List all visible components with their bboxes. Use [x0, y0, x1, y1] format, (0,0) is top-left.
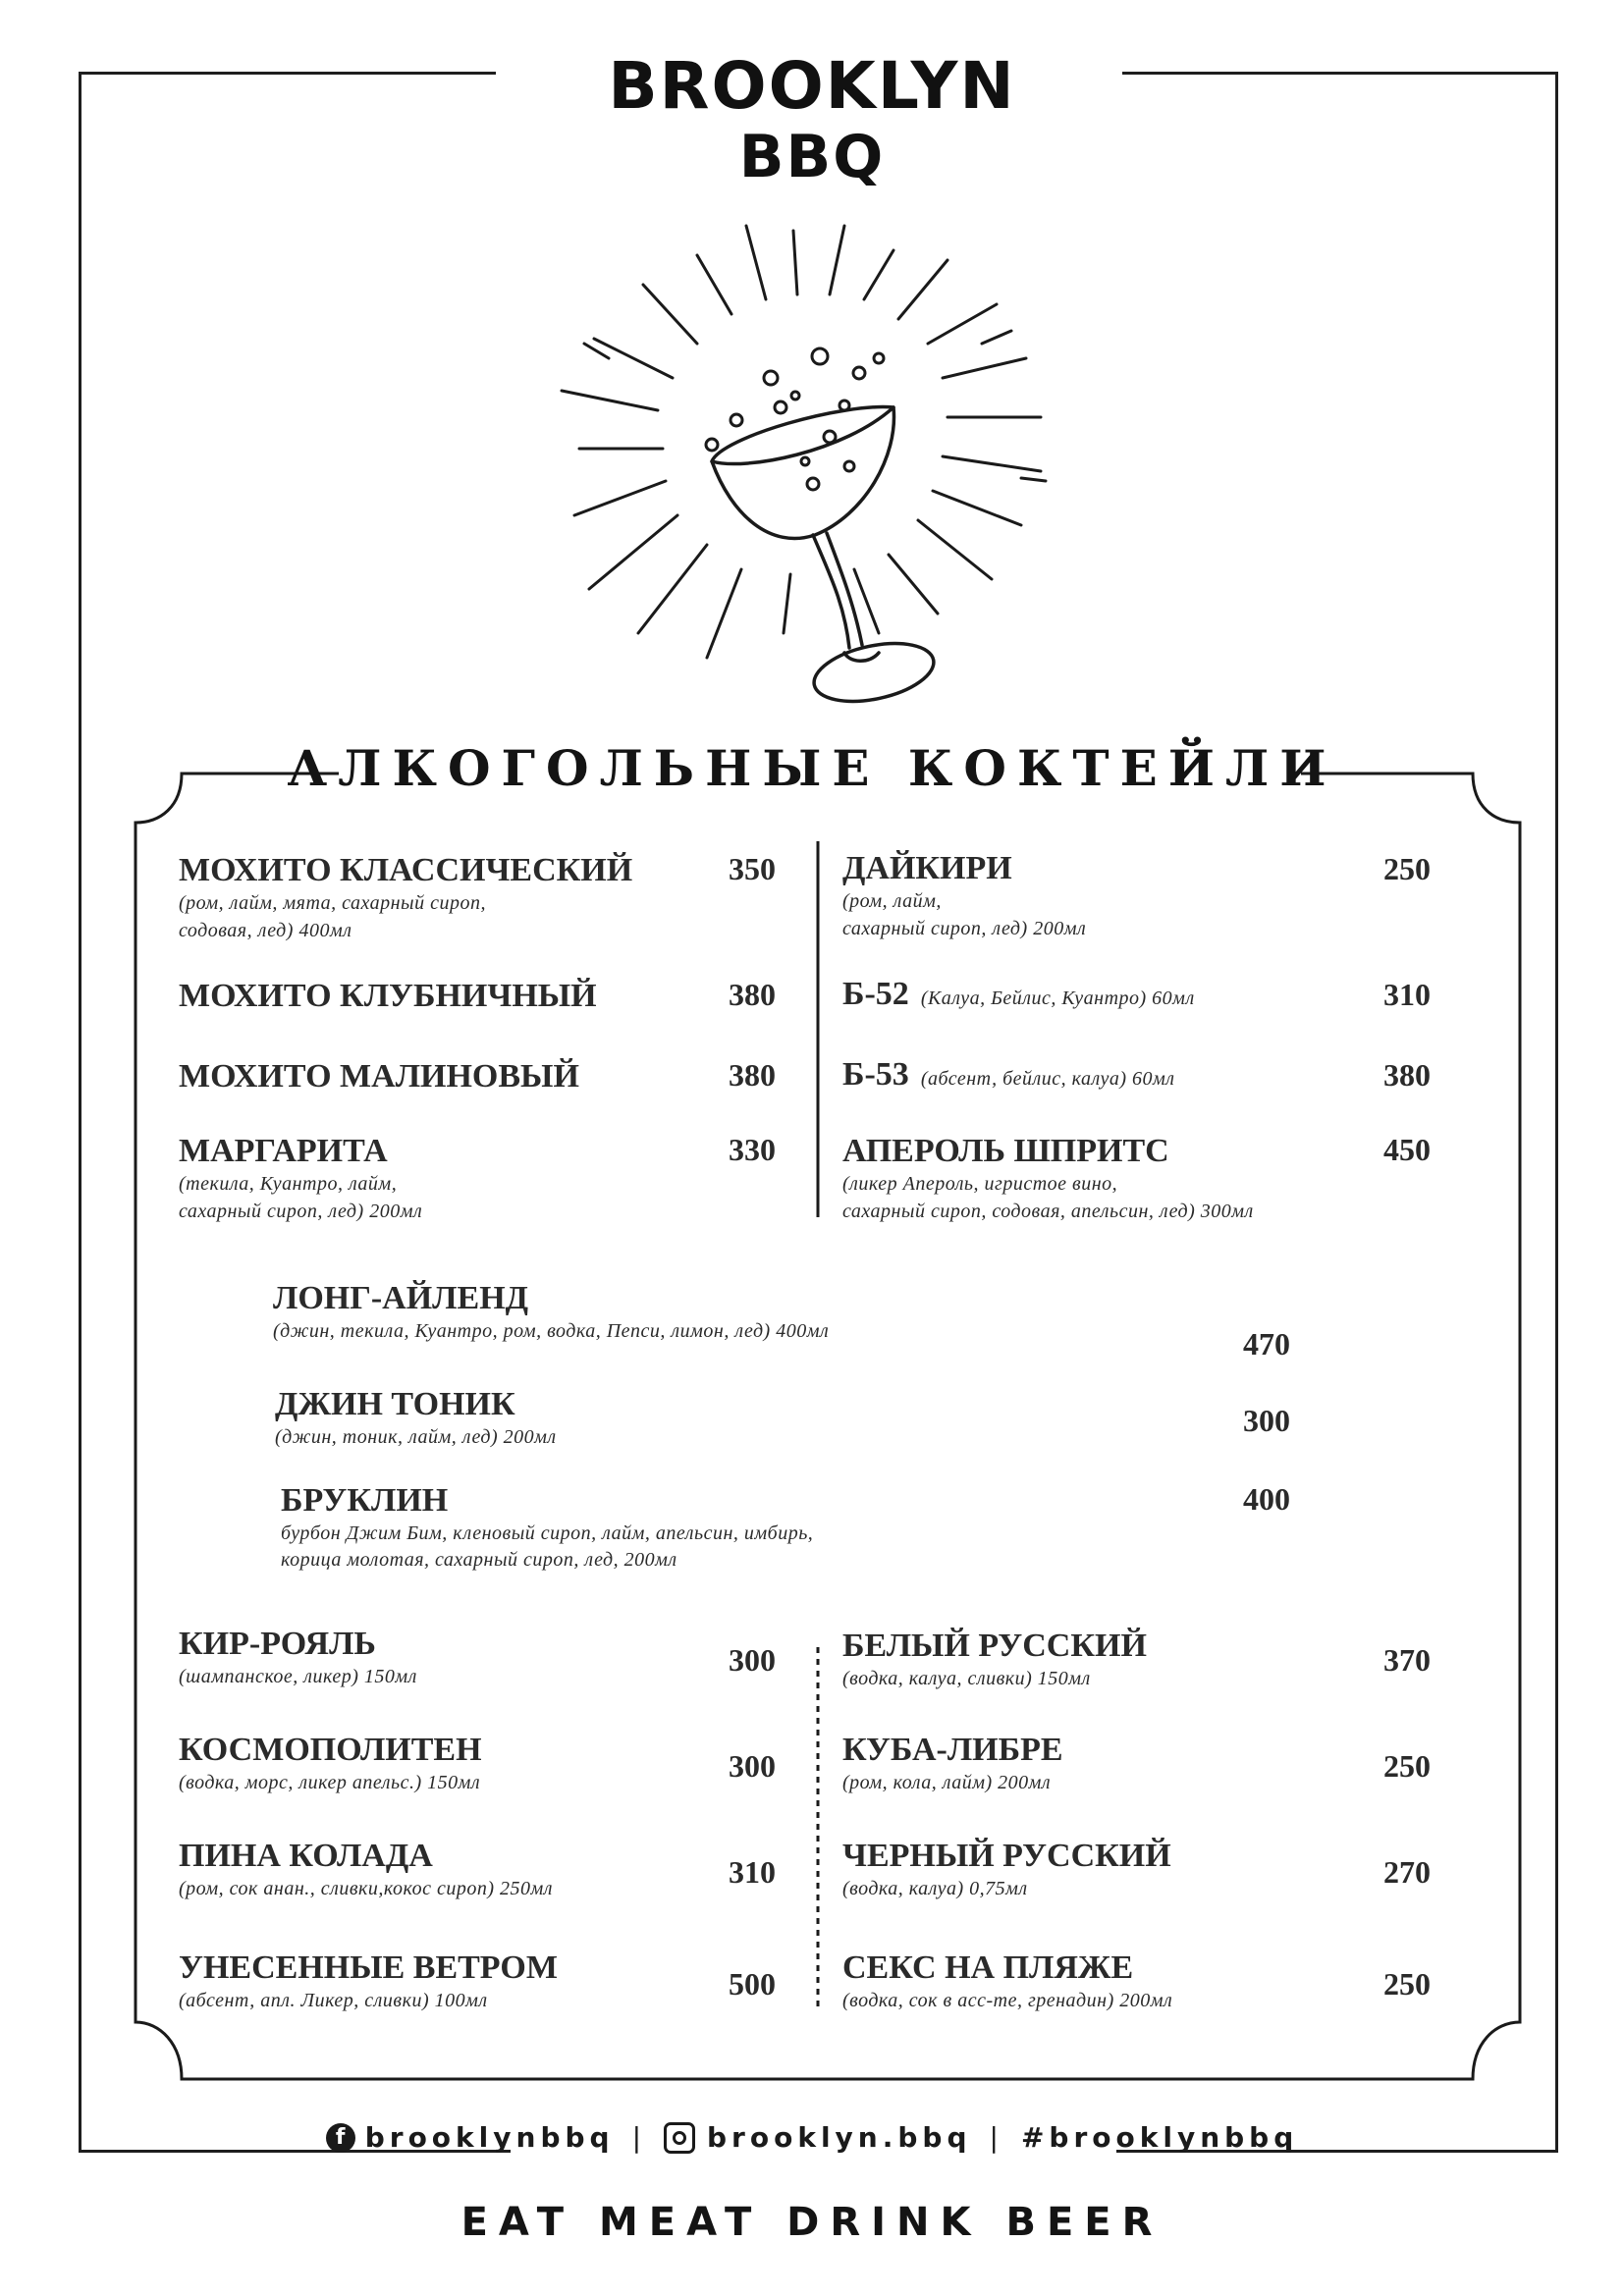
hashtag[interactable]: #brooklynbbq [1020, 2121, 1299, 2154]
item-desc: (ром, сок анан., сливки,кокос сироп) 250мл [179, 1878, 553, 1899]
item-price: 270 [1383, 1854, 1431, 1890]
item-price: 380 [729, 977, 776, 1012]
item-name: МОХИТО МАЛИНОВЫЙ [179, 1058, 579, 1095]
item-name: КОСМОПОЛИТЕН [179, 1732, 482, 1768]
item-desc: (текила, Куантро, лайм, [179, 1173, 398, 1195]
separator: | [989, 2121, 1003, 2154]
item-inline-desc: (Калуа, Бейлис, Куантро) 60мл [920, 988, 1195, 1009]
item-desc: (водка, морс, ликер апельс.) 150мл [179, 1772, 481, 1793]
item-name [842, 976, 1195, 1017]
item-name: УНЕСЕННЫЕ ВЕТРОМ [179, 1949, 558, 1986]
item-price: 350 [729, 851, 776, 886]
brand-subtitle: BBQ [738, 123, 886, 191]
item-price: 450 [1383, 1132, 1431, 1167]
item-price: 300 [729, 1642, 776, 1678]
item-name [842, 1056, 1175, 1097]
item-desc: корица молотая, сахарный сироп, лед, 200мл [281, 1549, 677, 1571]
item-price: 370 [1383, 1642, 1431, 1678]
item-desc: сахарный сироп, содовая, апельсин, лед) 300мл [842, 1201, 1254, 1222]
item-price: 470 [1243, 1326, 1290, 1362]
item-price: 380 [1383, 1057, 1431, 1093]
item-desc: (ром, лайм, [842, 890, 942, 912]
item-price: 330 [729, 1132, 776, 1167]
item-desc: (ром, лайм, мята, сахарный сироп, [179, 892, 486, 914]
item-desc: бурбон Джим Бим, кленовый сироп, лайм, апельсин, имбирь, [281, 1522, 814, 1544]
instagram-handle[interactable]: brooklyn.bbq [707, 2121, 972, 2154]
item-price: 250 [1383, 1748, 1431, 1784]
facebook-icon[interactable]: f [326, 2123, 355, 2153]
item-name: МОХИТО КЛАССИЧЕСКИЙ [179, 852, 633, 888]
item-name-text: Б-53 [842, 1056, 909, 1093]
item-desc: (абсент, апл. Ликер, сливки) 100мл [179, 1990, 488, 2011]
item-price: 250 [1383, 851, 1431, 886]
slogan: EAT MEAT DRINK BEER [460, 2200, 1164, 2245]
item-name-text: Б-52 [842, 976, 909, 1012]
item-desc: сахарный сироп, лед) 200мл [842, 918, 1087, 939]
brand-title: BROOKLYN [608, 48, 1016, 124]
social-links [0, 2117, 1624, 2158]
instagram-icon[interactable] [664, 2122, 695, 2154]
item-price: 400 [1243, 1481, 1290, 1517]
item-desc: (шампанское, ликер) 150мл [179, 1666, 417, 1687]
separator: | [631, 2121, 647, 2154]
item-price: 500 [729, 1966, 776, 2002]
item-desc: (водка, сок в асс-те, гренадин) 200мл [842, 1990, 1173, 2011]
item-price: 310 [1383, 977, 1431, 1012]
item-price: 300 [1243, 1403, 1290, 1438]
item-price: 310 [729, 1854, 776, 1890]
item-name: ЛОНГ-АЙЛЕНД [273, 1280, 529, 1316]
item-name: БРУКЛИН [281, 1482, 449, 1519]
item-name: МАРГАРИТА [179, 1133, 388, 1169]
section-title: АЛКОГОЛЬНЫЕ КОКТЕЙЛИ [287, 739, 1337, 797]
item-desc: (водка, калуа, сливки) 150мл [842, 1668, 1091, 1689]
item-price: 380 [729, 1057, 776, 1093]
item-desc: (водка, калуа) 0,75мл [842, 1878, 1028, 1899]
item-name: ДЖИН ТОНИК [275, 1386, 515, 1422]
item-name: ЧЕРНЫЙ РУССКИЙ [842, 1838, 1171, 1874]
item-name: МОХИТО КЛУБНИЧНЫЙ [179, 978, 597, 1014]
item-name: АПЕРОЛЬ ШПРИТС [842, 1133, 1169, 1169]
item-desc: содовая, лед) 400мл [179, 920, 352, 941]
item-inline-desc: (абсент, бейлис, калуа) 60мл [920, 1068, 1175, 1090]
item-desc: (джин, тоник, лайм, лед) 200мл [275, 1426, 557, 1448]
item-desc: сахарный сироп, лед) 200мл [179, 1201, 423, 1222]
item-desc: (ром, кола, лайм) 200мл [842, 1772, 1052, 1793]
item-price: 250 [1383, 1966, 1431, 2002]
item-name: ДАЙКИРИ [842, 850, 1012, 886]
item-desc: (джин, текила, Куантро, ром, водка, Пепси, лимон, лед) 400мл [273, 1320, 830, 1342]
item-name: КУБА-ЛИБРЕ [842, 1732, 1063, 1768]
item-name: КИР-РОЯЛЬ [179, 1626, 376, 1662]
item-name: СЕКС НА ПЛЯЖЕ [842, 1949, 1134, 1986]
item-name: ПИНА КОЛАДА [179, 1838, 433, 1874]
facebook-handle[interactable]: brooklynbbq [364, 2121, 615, 2154]
item-price: 300 [729, 1748, 776, 1784]
item-name: БЕЛЫЙ РУССКИЙ [842, 1628, 1147, 1664]
item-desc: (ликер Апероль, игристое вино, [842, 1173, 1118, 1195]
